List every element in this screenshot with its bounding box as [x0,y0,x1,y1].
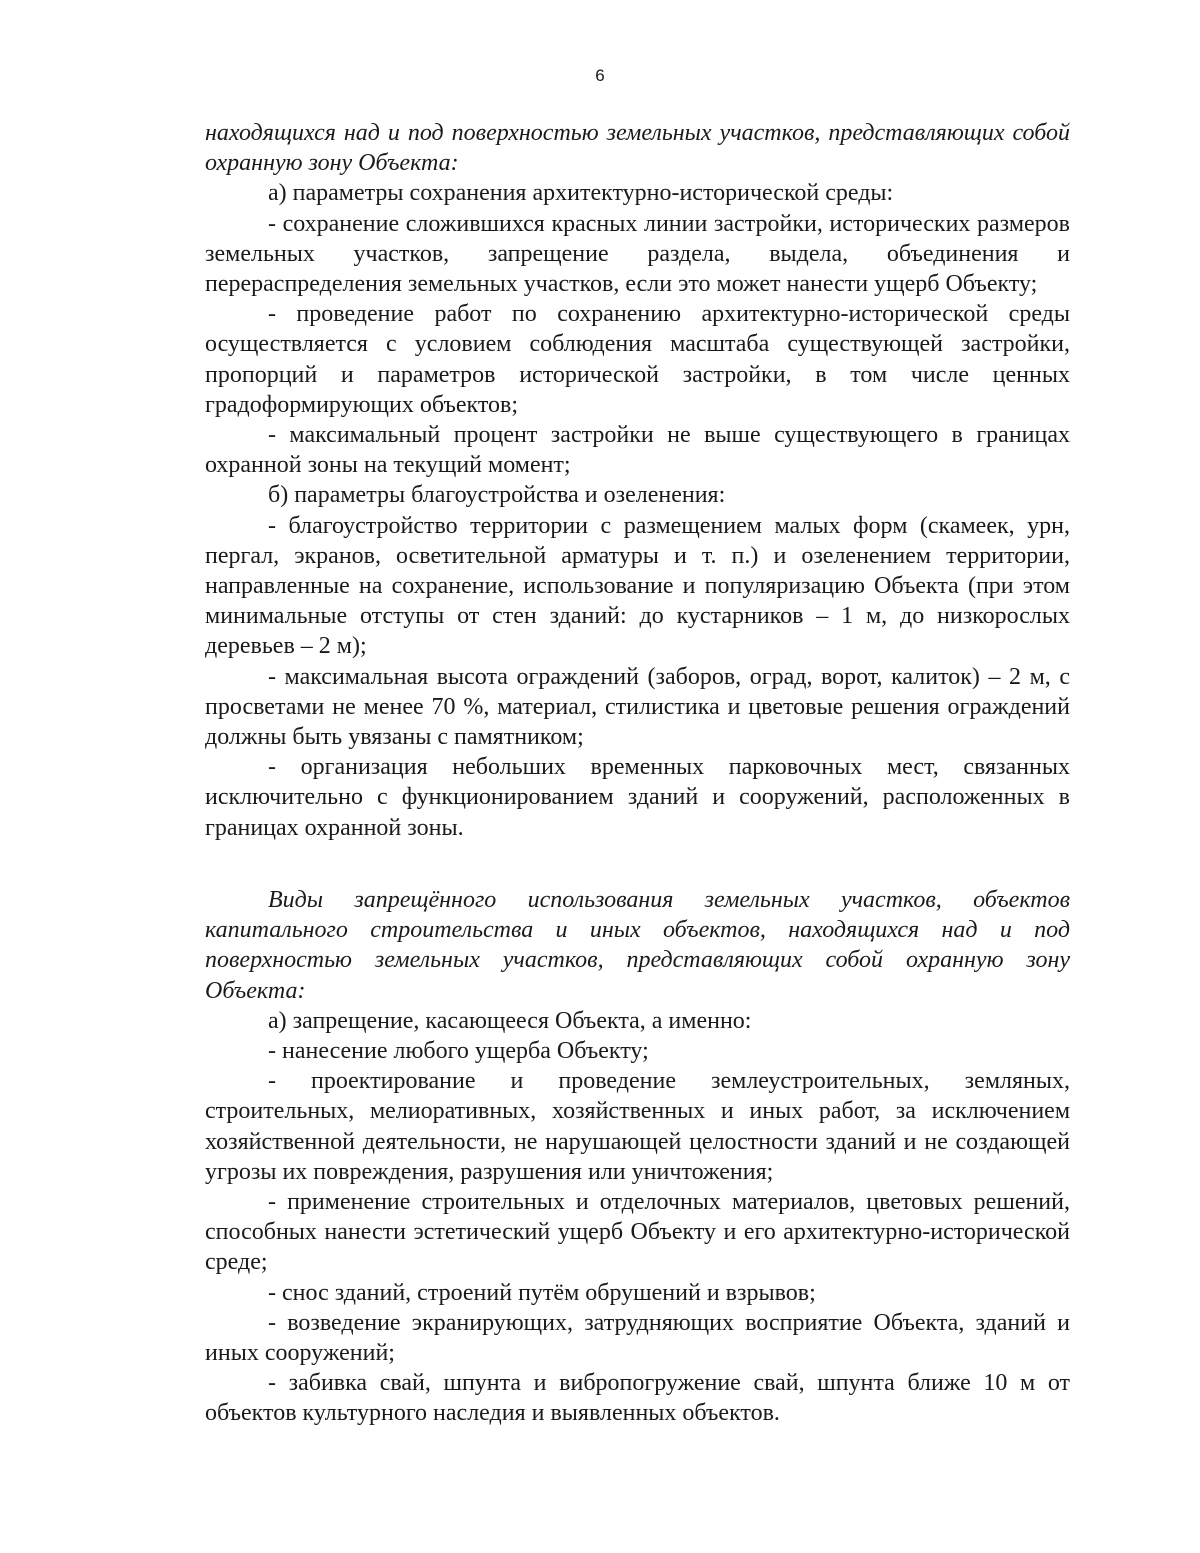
paragraph: - организация небольших временных парковочных мест, связанных исключительно с функционированием зданий и сооружений, расположенных в границах охранной зоны. [205,754,1070,841]
section-heading: Виды запрещённого использования земельных участков, объектов капитального строительства и иных объектов, находящихся над и под поверхностью земельных участков, представляющих собой охранную зону Объекта: [205,887,1070,1004]
paragraph: - забивка свай, шпунта и вибропогружение свай, шпунта ближе 10 м от объектов культурного наследия и выявленных объектов. [205,1370,1070,1427]
protection-zone-parameters-section [205,118,1070,843]
prohibited-use-section [205,885,1070,1429]
paragraph: - снос зданий, строений путём обрушений и взрывов; [268,1279,816,1306]
page-number: 6 [595,66,605,85]
paragraph: - возведение экранирующих, затрудняющих восприятие Объекта, зданий и иных сооружений; [205,1309,1070,1367]
paragraph: - проведение работ по сохранению архитектурно-исторической среды осуществляется с условием соблюдения масштаба существующей застройки, пропорций и параметров исторической застройки, в том числе ценных градоформирующих объектов; [205,301,1070,418]
paragraph: - проектирование и проведение землеустроительных, земляных, строительных, мелиоративных, хозяйственных и иных работ, за исключением хозяйственной деятельности, не нарушающей целостности зданий и не создающей угрозы их повреждения, разрушения или уничтожения; [205,1068,1070,1185]
paragraph: - максимальная высота ограждений (заборов, оград, ворот, калиток) – 2 м, с просветами не менее 70 %, материал, стилистика и цветовые решения ограждений должны быть увязаны с памятником; [205,663,1070,751]
paragraph: б) параметры благоустройства и озеленения: [268,482,726,509]
paragraph: - максимальный процент застройки не выше существующего в границах охранной зоны на текущий момент; [205,422,1070,479]
paragraph: - благоустройство территории с размещением малых форм (скамеек, урн, пергал, экранов, осветительной арматуры и т. п.) и озеленением территории, направленные на сохранение, использование и популяризацию Объекта (при этом минимальные отступы от стен зданий: до кустарников – 1 м, до низкорослых деревьев – 2 м); [205,512,1070,660]
section-intro: находящихся над и под поверхностью земельных участков, представляющих собой охранную зону Объекта: [205,120,1070,177]
paragraph: - сохранение сложившихся красных линии застройки, исторических размеров земельных участков, запрещение раздела, выдела, объединения и перераспределения земельных участков, если это может нанести ущерб Объекту; [205,210,1070,298]
paragraph: а) запрещение, касающееся Объекта, а именно: [268,1007,752,1034]
paragraph: - применение строительных и отделочных материалов, цветовых решений, способных нанести эстетический ущерб Объекту и его архитектурно-исторической среде; [205,1189,1070,1276]
paragraph: - нанесение любого ущерба Объекту; [268,1038,649,1065]
paragraph: а) параметры сохранения архитектурно-исторической среды: [268,180,894,207]
